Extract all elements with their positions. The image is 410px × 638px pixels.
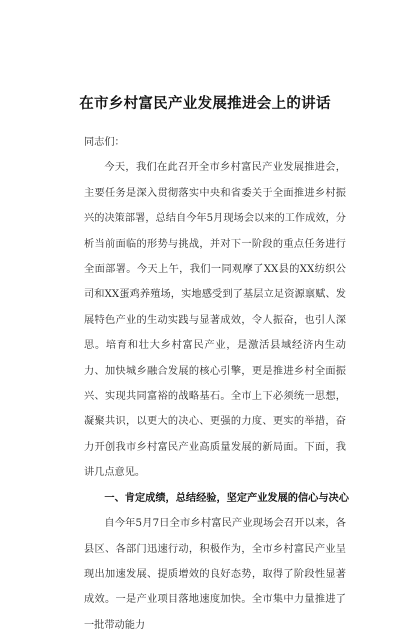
document-title: 在市乡村富民产业发展推进会上的讲话 xyxy=(79,96,331,112)
salutation: 同志们： xyxy=(84,137,125,148)
opening-paragraph: 今天，我们在此召开全市乡村富民产业发展推进会，主要任务是深入贯彻落实中央和省委关于全面推进乡村振兴的决策部署，总结自今年5月现场会以来的工作成效，分析当前面临的形势与挑战，并对下一阶段的重点任务进行全面部署。今天上午，我们一同观摩了XX县的XX纺织公司和XX蛋鸡养殖场，实地感受到了基层立足资源禀赋、发展特色产业的生动实践与显著成效，令人振奋，也引人深思。培育和壮大乡村富民产业，是激活县域经济内生动力、加快城乡融合发展的核心引擎，更是推进乡村全面振兴、实现共同富裕的战略基石。全市上下必须统一思想，凝聚共识，以更大的决心、更强的力度、更实的举措，奋力开创我市乡村富民产业高质量发展的新局面。下面，我讲几点意见。 xyxy=(84,162,346,479)
section-heading: 一、肯定成绩，总结经验，坚定产业发展的信心与决心 xyxy=(104,492,349,504)
section-paragraph: 自今年5月7日全市乡村富民产业现场会召开以来，各县区、各部门迅速行动，积极作为，全市乡村富民产业呈现出加速发展、提质增效的良好态势，取得了阶段性显著成效。一是产业项目落地速度加快。全市集中力量推进了一批带动能力 xyxy=(84,518,346,631)
document-body xyxy=(84,130,349,638)
